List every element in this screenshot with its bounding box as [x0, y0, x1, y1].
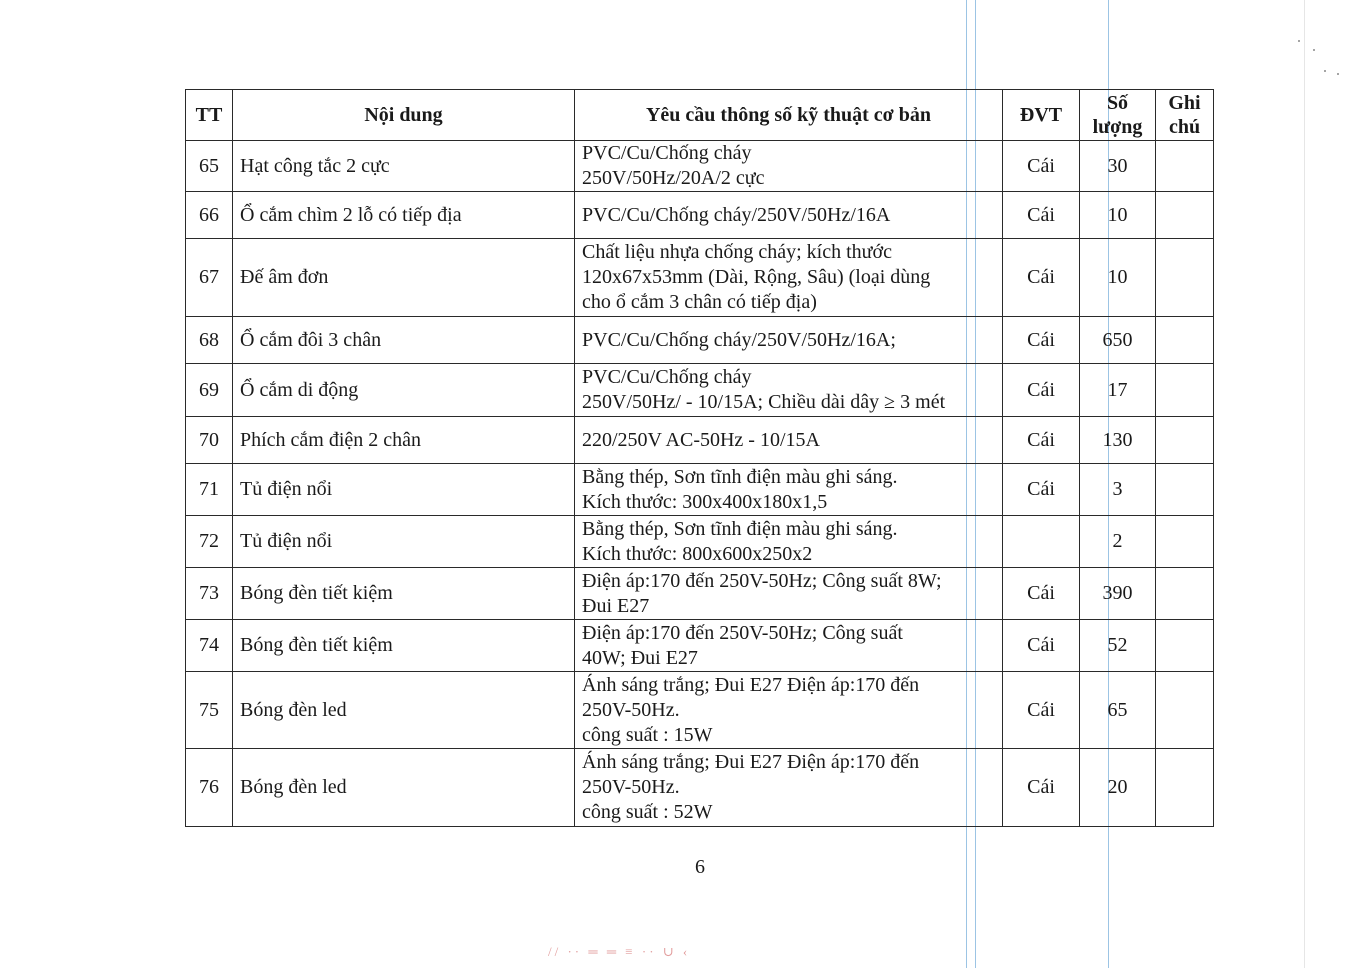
row-quantity: 65 — [1080, 672, 1156, 749]
row-spec — [575, 516, 1003, 568]
row-content: Phích cắm điện 2 chân — [233, 417, 575, 464]
table-row — [186, 239, 1214, 317]
row-spec — [575, 749, 1003, 827]
row-quantity: 3 — [1080, 464, 1156, 516]
table-row — [186, 516, 1214, 568]
table-row — [186, 620, 1214, 672]
spec-line: 250V/50Hz/20A/2 cực — [582, 167, 765, 189]
row-unit: Cái — [1003, 749, 1080, 827]
row-quantity: 17 — [1080, 364, 1156, 417]
row-content: Ổ cắm di động — [233, 364, 575, 417]
row-unit: Cái — [1003, 239, 1080, 317]
row-content: Ổ cắm đôi 3 chân — [233, 317, 575, 364]
table-row — [186, 672, 1214, 749]
row-spec — [575, 141, 1003, 192]
row-note — [1156, 464, 1214, 516]
scan-edge-line — [1304, 0, 1305, 968]
row-quantity: 390 — [1080, 568, 1156, 620]
row-number: 76 — [186, 749, 233, 827]
spec-line: PVC/Cu/Chống cháy/250V/50Hz/16A; — [582, 328, 896, 351]
page-number: 6 — [695, 856, 705, 878]
spec-line: 120x67x53mm (Dài, Rộng, Sâu) (loại dùng — [582, 266, 931, 288]
row-quantity: 2 — [1080, 516, 1156, 568]
row-unit: Cái — [1003, 317, 1080, 364]
row-note — [1156, 317, 1214, 364]
spec-line: Bằng thép, Sơn tĩnh điện màu ghi sáng. — [582, 465, 898, 488]
spec-line: Ánh sáng trắng; Đui E27 Điện áp:170 đến — [582, 751, 920, 773]
row-number: 71 — [186, 464, 233, 516]
row-content: Hạt công tắc 2 cực — [233, 141, 575, 192]
row-note — [1156, 239, 1214, 317]
row-content: Bóng đèn tiết kiệm — [233, 620, 575, 672]
row-unit — [1003, 516, 1080, 568]
row-unit: Cái — [1003, 672, 1080, 749]
row-spec — [575, 192, 1003, 239]
spec-line: Điện áp:170 đến 250V-50Hz; Công suất 8W; — [582, 569, 942, 592]
row-quantity: 10 — [1080, 239, 1156, 317]
row-content: Bóng đèn led — [233, 749, 575, 827]
row-quantity: 52 — [1080, 620, 1156, 672]
row-unit: Cái — [1003, 364, 1080, 417]
spec-line: PVC/Cu/Chống cháy/250V/50Hz/16A — [582, 203, 891, 226]
table-row — [186, 364, 1214, 417]
row-note — [1156, 672, 1214, 749]
row-number: 69 — [186, 364, 233, 417]
row-spec — [575, 364, 1003, 417]
table-row — [186, 464, 1214, 516]
row-content: Tủ điện nổi — [233, 464, 575, 516]
row-content: Tủ điện nổi — [233, 516, 575, 568]
row-spec — [575, 464, 1003, 516]
spec-line: 220/250V AC-50Hz - 10/15A — [582, 428, 820, 451]
scan-speck — [1337, 73, 1339, 75]
row-note — [1156, 620, 1214, 672]
row-content: Bóng đèn led — [233, 672, 575, 749]
row-note — [1156, 192, 1214, 239]
spec-line: PVC/Cu/Chống cháy — [582, 142, 752, 164]
spec-line: Kích thước: 300x400x180x1,5 — [582, 490, 828, 513]
table-row — [186, 417, 1214, 464]
header-tt: TT — [186, 90, 233, 141]
spec-line: công suất : 52W — [582, 801, 713, 823]
row-number: 70 — [186, 417, 233, 464]
row-spec — [575, 417, 1003, 464]
row-number: 68 — [186, 317, 233, 364]
row-quantity: 130 — [1080, 417, 1156, 464]
header-note: Ghi chú — [1156, 90, 1214, 141]
spec-line: Điện áp:170 đến 250V-50Hz; Công suất — [582, 621, 903, 644]
row-spec — [575, 568, 1003, 620]
row-unit: Cái — [1003, 620, 1080, 672]
header-spec: Yêu cầu thông số kỹ thuật cơ bản — [575, 90, 1003, 141]
row-content: Ổ cắm chìm 2 lỗ có tiếp địa — [233, 192, 575, 239]
spec-line: Chất liệu nhựa chống cháy; kích thước — [582, 241, 892, 263]
spec-table — [185, 89, 1214, 827]
row-note — [1156, 749, 1214, 827]
row-spec — [575, 672, 1003, 749]
row-unit: Cái — [1003, 141, 1080, 192]
header-quantity: Số lượng — [1080, 90, 1156, 141]
header-content: Nội dung — [233, 90, 575, 141]
header-unit: ĐVT — [1003, 90, 1080, 141]
row-number: 67 — [186, 239, 233, 317]
row-quantity: 20 — [1080, 749, 1156, 827]
row-quantity: 30 — [1080, 141, 1156, 192]
scan-speck — [1298, 40, 1300, 42]
stamp-bleed-mark: // ·· ═ ═ ≡ ·· ∪ ‹ — [548, 944, 691, 959]
table-row — [186, 317, 1214, 364]
scan-speck — [1324, 70, 1326, 72]
spec-line: Kích thước: 800x600x250x2 — [582, 542, 813, 565]
row-note — [1156, 417, 1214, 464]
row-unit: Cái — [1003, 417, 1080, 464]
row-quantity: 10 — [1080, 192, 1156, 239]
row-note — [1156, 141, 1214, 192]
row-note — [1156, 568, 1214, 620]
spec-line: 40W; Đui E27 — [582, 646, 698, 669]
spec-line: PVC/Cu/Chống cháy — [582, 366, 752, 388]
row-unit: Cái — [1003, 192, 1080, 239]
table-header-row — [186, 90, 1214, 141]
spec-line: công suất : 15W — [582, 723, 713, 746]
table-row — [186, 192, 1214, 239]
spec-line: 250V-50Hz. — [582, 776, 680, 798]
row-spec — [575, 620, 1003, 672]
row-content: Đế âm đơn — [233, 239, 575, 317]
row-spec — [575, 239, 1003, 317]
row-unit: Cái — [1003, 464, 1080, 516]
row-number: 73 — [186, 568, 233, 620]
row-note — [1156, 364, 1214, 417]
row-unit: Cái — [1003, 568, 1080, 620]
spec-line: Ánh sáng trắng; Đui E27 Điện áp:170 đến — [582, 673, 920, 696]
spec-line: 250V-50Hz. — [582, 698, 680, 721]
row-note — [1156, 516, 1214, 568]
row-quantity: 650 — [1080, 317, 1156, 364]
row-number: 72 — [186, 516, 233, 568]
row-number: 65 — [186, 141, 233, 192]
spec-line: 250V/50Hz/ - 10/15A; Chiều dài dây ≥ 3 mét — [582, 391, 946, 413]
table-row — [186, 749, 1214, 827]
spec-line: cho ổ cắm 3 chân có tiếp địa) — [582, 291, 817, 313]
table-row — [186, 568, 1214, 620]
table-row — [186, 141, 1214, 192]
spec-line: Đui E27 — [582, 594, 650, 617]
spec-line: Bằng thép, Sơn tĩnh điện màu ghi sáng. — [582, 517, 898, 540]
row-spec — [575, 317, 1003, 364]
scan-speck — [1313, 49, 1315, 51]
row-number: 74 — [186, 620, 233, 672]
row-number: 75 — [186, 672, 233, 749]
row-content: Bóng đèn tiết kiệm — [233, 568, 575, 620]
row-number: 66 — [186, 192, 233, 239]
